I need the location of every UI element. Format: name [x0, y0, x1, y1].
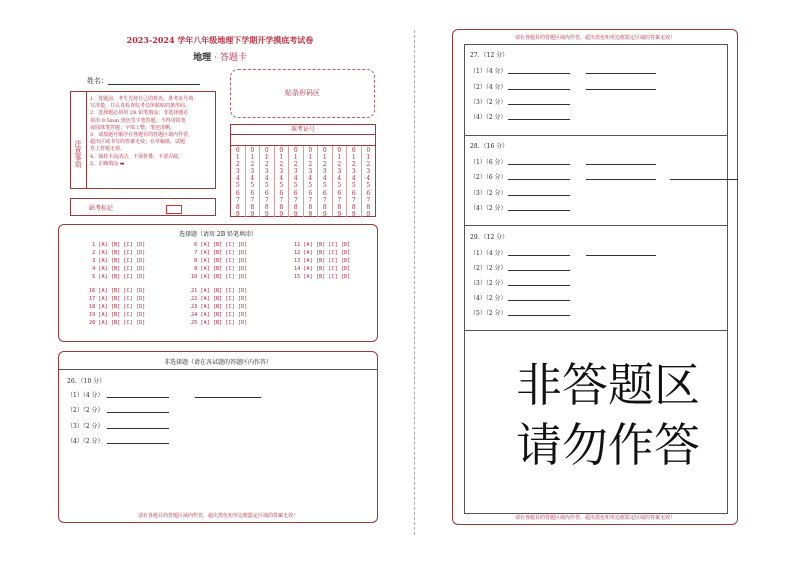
digit-bubble[interactable]: 0 — [337, 147, 342, 154]
digit-bubble[interactable]: 9 — [293, 210, 298, 218]
divider — [464, 330, 728, 331]
answer-line[interactable] — [508, 119, 570, 120]
digit-bubble[interactable]: 7 — [322, 196, 327, 204]
notice-line: 须用 0.5mm 黑色签字笔答题，不得用铅笔 — [90, 117, 186, 124]
digit-bubble[interactable]: 4 — [264, 175, 269, 183]
digit-bubble[interactable]: 7 — [235, 196, 240, 204]
digit-bubble[interactable]: 0 — [351, 147, 356, 154]
mc-group-5[interactable]: 21 [A] [B] [C] [D] 22 [A] [B] [C] [D] 23 [A] [B] [C] [D] 24 [A] [B] [C] [D] 25 [A] [B] [C] [D] — [191, 288, 248, 327]
mc-group-4[interactable]: 16 [A] [B] [C] [D] 17 [A] [B] [C] [D] 18 [A] [B] [C] [D] 19 [A] [B] [C] [D] 20 [A] [B] [C] [D] — [89, 288, 146, 327]
footer-warning: 请在各题目的答题区域内作答，超出黑色矩形边框限定区域的答案无效！ — [137, 513, 298, 519]
digit-bubble[interactable]: 8 — [366, 203, 371, 211]
digit-bubble[interactable]: 8 — [235, 203, 240, 211]
digit-bubble[interactable]: 1 — [250, 154, 255, 162]
digit-bubble[interactable]: 7 — [279, 196, 284, 204]
digit-column[interactable] — [246, 146, 261, 217]
q26-item-1: （1）（4 分） — [67, 392, 104, 399]
notice-box — [70, 91, 216, 189]
digit-bubble[interactable]: 8 — [264, 203, 269, 211]
digit-bubble[interactable]: 5 — [308, 182, 313, 190]
answer-line[interactable] — [508, 195, 570, 196]
divider — [464, 135, 728, 136]
digit-bubble[interactable]: 3 — [235, 168, 240, 176]
digit-bubble[interactable]: 8 — [279, 203, 284, 211]
digit-bubble[interactable]: 8 — [337, 203, 342, 211]
q26-item-2: （2）（2 分） — [67, 407, 104, 414]
digit-bubble[interactable]: 6 — [308, 189, 313, 197]
digit-bubble[interactable]: 0 — [366, 147, 371, 154]
notice-line: 4．保持卡面清洁，不要折叠、不要弄破。 — [90, 153, 184, 160]
digit-column[interactable] — [333, 146, 348, 217]
mc-group-2[interactable]: 6 [A] [B] [C] [D] 7 [A] [B] [C] [D] 8 [A] [B] [C] [D] 9 [A] [B] [C] [D] 10 [A] [B] [C] [D] — [191, 242, 248, 281]
digit-bubble[interactable]: 5 — [250, 182, 255, 190]
digit-bubble[interactable]: 7 — [264, 196, 269, 204]
q26-item-3: （3）（2 分） — [67, 423, 104, 430]
digit-bubble[interactable]: 9 — [322, 210, 327, 218]
digit-bubble[interactable]: 4 — [322, 175, 327, 183]
digit-bubble[interactable]: 4 — [351, 175, 356, 183]
digit-bubble[interactable]: 4 — [235, 175, 240, 183]
digit-bubble[interactable]: 3 — [337, 168, 342, 176]
notice-body — [90, 96, 214, 168]
q28-item-2: （2）（6 分） — [470, 174, 507, 181]
digit-bubble[interactable]: 3 — [366, 168, 371, 176]
q27-item-3: （3）（2 分） — [470, 99, 507, 106]
notice-line: 1．答题前，考生先将自己的姓名，准考证号填 — [90, 96, 194, 102]
q27-item-1: （1）（4 分） — [470, 68, 507, 75]
mc-title: 选择题（请用 2B 铅笔填涂） — [178, 231, 258, 238]
fold-line — [414, 30, 415, 535]
digit-bubble[interactable]: 4 — [250, 175, 255, 183]
digit-bubble[interactable]: 2 — [235, 161, 240, 169]
exam-title: 2023-2024 学年八年级地理下学期开学摸底考试卷 — [126, 35, 314, 45]
q26-label: 26．（10 分） — [67, 378, 106, 385]
digit-bubble[interactable]: 9 — [279, 210, 284, 218]
digit-bubble[interactable]: 7 — [366, 196, 371, 204]
answer-line[interactable] — [508, 164, 570, 165]
digit-bubble[interactable]: 0 — [308, 147, 313, 154]
digit-bubble[interactable]: 5 — [366, 182, 371, 190]
answer-card-label: 答题卡 — [219, 53, 247, 63]
q29-item-3: （3）（2 分） — [470, 280, 507, 287]
digit-bubble[interactable]: 1 — [322, 154, 327, 162]
no-answer-zone — [466, 355, 750, 475]
digit-bubble[interactable]: 0 — [235, 147, 240, 154]
answer-line[interactable] — [586, 73, 656, 74]
digit-bubble[interactable]: 6 — [279, 189, 284, 197]
notice-line: 5．正确填涂 ▬ — [90, 160, 125, 167]
digit-bubble[interactable]: 4 — [366, 175, 371, 183]
answer-line[interactable] — [107, 443, 169, 444]
answer-line[interactable] — [107, 428, 169, 429]
digit-bubble[interactable]: 1 — [308, 154, 313, 162]
digit-bubble[interactable]: 8 — [250, 203, 255, 211]
right-footer-warning: 请在各题目的答题区域内作答，超出黑色矩形边框限定区域的答案无效！ — [514, 515, 675, 521]
digit-bubble[interactable]: 1 — [279, 154, 284, 162]
q28-item-1: （1）（6 分） — [470, 159, 507, 166]
name-field[interactable] — [108, 84, 200, 85]
digit-bubble[interactable]: 2 — [293, 161, 298, 169]
digit-bubble[interactable]: 9 — [308, 210, 313, 218]
digit-column[interactable] — [275, 146, 290, 217]
q29-item-5: （5）（2 分） — [470, 310, 507, 317]
digit-bubble[interactable]: 3 — [351, 168, 356, 176]
answer-line[interactable] — [508, 255, 570, 256]
digit-columns — [231, 145, 375, 217]
exam-number-label: 准考证号 — [231, 125, 375, 135]
digit-bubble[interactable]: 6 — [337, 189, 342, 197]
digit-column[interactable] — [304, 146, 319, 217]
digit-bubble[interactable]: 9 — [250, 210, 255, 218]
missing-exam-label: 缺考标记 — [89, 205, 114, 212]
non-choice-section — [58, 351, 378, 523]
digit-bubble[interactable]: 5 — [351, 182, 356, 190]
non-choice-title: 非选择题（请在各试题的答题区内作答） — [163, 359, 272, 366]
digit-bubble[interactable]: 2 — [351, 161, 356, 169]
digit-column[interactable] — [260, 146, 275, 217]
digit-bubble[interactable]: 1 — [235, 154, 240, 162]
digit-bubble[interactable]: 7 — [308, 196, 313, 204]
digit-bubble[interactable]: 1 — [264, 154, 269, 162]
q27-item-2: （2）（4 分） — [470, 84, 507, 91]
card-subtitle — [60, 50, 380, 63]
answer-line[interactable] — [508, 270, 570, 271]
digit-bubble[interactable]: 9 — [366, 210, 371, 218]
q27-item-4: （4）（2 分） — [470, 114, 507, 121]
digit-column[interactable] — [347, 146, 362, 217]
digit-column[interactable] — [231, 146, 246, 217]
answer-line[interactable] — [586, 164, 656, 165]
digit-bubble[interactable]: 9 — [235, 210, 240, 218]
q28-item-4: （4）（2 分） — [470, 205, 507, 212]
digit-bubble[interactable]: 3 — [279, 168, 284, 176]
digit-bubble[interactable]: 4 — [308, 175, 313, 183]
digit-bubble[interactable]: 5 — [264, 182, 269, 190]
digit-bubble[interactable]: 2 — [264, 161, 269, 169]
no-answer-line-1: 非答题区 — [516, 358, 700, 412]
digit-bubble[interactable]: 7 — [351, 196, 356, 204]
digit-bubble[interactable]: 6 — [264, 189, 269, 197]
missing-exam-mark — [70, 198, 216, 216]
digit-bubble[interactable]: 6 — [366, 189, 371, 197]
notice-line: 写清楚，并认真检查监考员所粘贴的条形码。 — [90, 103, 191, 110]
q28-item-3: （3）（2 分） — [470, 190, 507, 197]
digit-bubble[interactable]: 6 — [293, 189, 298, 197]
digit-bubble[interactable]: 5 — [337, 182, 342, 190]
exam-number-grid — [230, 124, 376, 217]
digit-column[interactable] — [362, 146, 376, 217]
digit-column[interactable] — [289, 146, 304, 217]
digit-bubble[interactable]: 2 — [250, 161, 255, 169]
header-warning: 请在各题目的答题区域内作答，超出黑色矩形边框限定区域的答案无效！ — [514, 35, 675, 41]
digit-bubble[interactable]: 0 — [279, 147, 284, 154]
digit-bubble[interactable]: 8 — [322, 203, 327, 211]
barcode-area — [230, 69, 375, 118]
digit-bubble[interactable]: 5 — [293, 182, 298, 190]
multiple-choice-section — [58, 224, 378, 342]
name-label: 姓名： — [87, 77, 108, 85]
digit-bubble[interactable]: 0 — [293, 147, 298, 154]
answer-line[interactable] — [508, 104, 570, 105]
mc-group-1[interactable]: 1 [A] [B] [C] [D] 2 [A] [B] [C] [D] 3 [A] [B] [C] [D] 4 [A] [B] [C] [D] 5 [A] [B] [C] [D] — [92, 242, 146, 281]
answer-line[interactable] — [195, 397, 261, 398]
divider — [59, 369, 377, 370]
q26-item-4: （4）（2 分） — [67, 438, 104, 445]
digit-bubble[interactable]: 7 — [337, 196, 342, 204]
missing-exam-checkbox[interactable] — [166, 205, 182, 214]
divider — [464, 225, 728, 226]
q29-label: 29．（12 分） — [470, 234, 509, 241]
digit-bubble[interactable]: 1 — [351, 154, 356, 162]
answer-line[interactable] — [508, 73, 570, 74]
answer-line[interactable] — [107, 412, 169, 413]
digit-bubble[interactable]: 5 — [279, 182, 284, 190]
subject-label: 地理 — [193, 53, 212, 63]
answer-line[interactable] — [586, 89, 656, 90]
answer-line[interactable] — [107, 397, 169, 398]
digit-bubble[interactable]: 1 — [337, 154, 342, 162]
notice-line: 2．选择题必须用 2B 铅笔填涂；非选择题必 — [90, 110, 189, 117]
digit-bubble[interactable]: 5 — [322, 182, 327, 190]
answer-line[interactable] — [508, 300, 570, 301]
q29-item-2: （2）（2 分） — [470, 265, 507, 272]
digit-bubble[interactable]: 9 — [351, 210, 356, 218]
q29-item-1: （1）（4 分） — [470, 250, 507, 257]
digit-bubble[interactable]: 4 — [279, 175, 284, 183]
digit-bubble[interactable]: 3 — [264, 168, 269, 176]
digit-bubble[interactable]: 1 — [293, 154, 298, 162]
notice-heading: 注意事项 — [71, 92, 87, 188]
notice-line: 3．请按题号顺序在各题目的答题区域内作答， — [90, 132, 194, 139]
digit-bubble[interactable]: 8 — [351, 203, 356, 211]
digit-bubble[interactable]: 2 — [279, 161, 284, 169]
digit-bubble[interactable]: 2 — [308, 161, 313, 169]
digit-bubble[interactable]: 8 — [308, 203, 313, 211]
answer-line[interactable] — [508, 285, 570, 286]
answer-line[interactable] — [508, 315, 570, 316]
answer-line[interactable] — [508, 179, 570, 180]
digit-bubble[interactable]: 7 — [250, 196, 255, 204]
digit-bubble[interactable]: 5 — [235, 182, 240, 190]
subtitle-separator: · — [214, 53, 217, 63]
digit-bubble[interactable]: 9 — [264, 210, 269, 218]
digit-bubble[interactable]: 7 — [293, 196, 298, 204]
digit-bubble[interactable]: 8 — [293, 203, 298, 211]
digit-bubble[interactable]: 6 — [322, 189, 327, 197]
notice-line: 超出区域书写的答案无效；在草稿纸、试题 — [90, 139, 186, 146]
digit-bubble[interactable]: 2 — [337, 161, 342, 169]
q28-label: 28．（16 分） — [470, 143, 509, 150]
digit-bubble[interactable]: 1 — [366, 154, 371, 162]
digit-bubble[interactable]: 0 — [264, 147, 269, 154]
digit-bubble[interactable]: 3 — [250, 168, 255, 176]
digit-column[interactable] — [318, 146, 333, 217]
digit-bubble[interactable]: 4 — [293, 175, 298, 183]
digit-bubble[interactable]: 3 — [308, 168, 313, 176]
answer-line[interactable] — [508, 210, 570, 211]
digit-bubble[interactable]: 6 — [235, 189, 240, 197]
digit-bubble[interactable]: 2 — [366, 161, 371, 169]
digit-bubble[interactable]: 0 — [250, 147, 255, 154]
answer-line[interactable] — [670, 179, 738, 180]
answer-line[interactable] — [586, 179, 656, 180]
digit-bubble[interactable]: 3 — [322, 168, 327, 176]
notice-line: 卷上答题无效。 — [90, 146, 126, 153]
digit-bubble[interactable]: 0 — [322, 147, 327, 154]
notice-line: 或圆珠笔答题；字体工整、笔迹清晰。 — [90, 124, 176, 131]
answer-line[interactable] — [508, 89, 570, 90]
barcode-label: 贴条形码区 — [285, 89, 320, 97]
digit-bubble[interactable]: 4 — [337, 175, 342, 183]
q29-item-4: （4）（2 分） — [470, 295, 507, 302]
digit-bubble[interactable]: 3 — [293, 168, 298, 176]
digit-bubble[interactable]: 9 — [337, 210, 342, 218]
answer-line[interactable] — [586, 255, 656, 256]
mc-group-3[interactable]: 11 [A] [B] [C] [D] 12 [A] [B] [C] [D] 13 [A] [B] [C] [D] 14 [A] [B] [C] [D] 15 [A] [B] [C] [D] — [294, 242, 351, 281]
digit-bubble[interactable]: 6 — [250, 189, 255, 197]
no-answer-line-2: 请勿作答 — [516, 418, 700, 472]
digit-bubble[interactable]: 2 — [322, 161, 327, 169]
digit-bubble[interactable]: 6 — [351, 189, 356, 197]
q27-label: 27．（12 分） — [470, 52, 509, 59]
